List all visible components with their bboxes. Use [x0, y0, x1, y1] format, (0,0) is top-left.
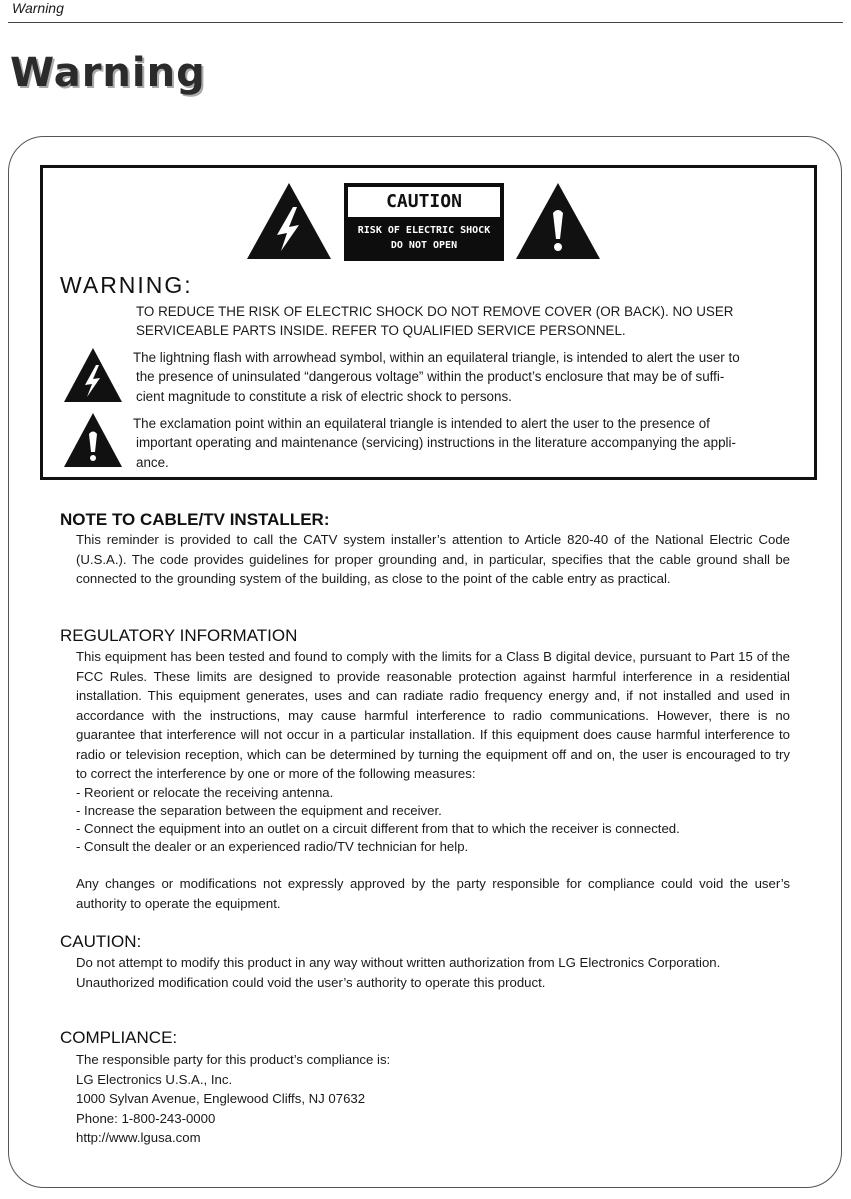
regulatory-measure: - Connect the equipment into an outlet on a circuit different from that to which the receiver is connected. [76, 821, 680, 836]
page-title: Warning [10, 50, 206, 96]
exclamation-description-line: important operating and maintenance (servicing) instructions in the literature accompanying the appli- [136, 435, 736, 450]
caution-text-line: Unauthorized modification could void the user’s authority to operate this product. [76, 975, 546, 990]
caution-label-line2: DO NOT OPEN [390, 240, 458, 251]
compliance-line: The responsible party for this product’s compliance is: [76, 1052, 391, 1067]
regulatory-text: This equipment has been tested and found to comply with the limits for a Class B digital device, pursuant to Part 15 of the FCC Rules. These limits are designed to provide reasonable protection against harmful interference in a residential installation. This equipment generates, uses and can radiate radio frequency energy and, if not installed and used in accordance with the instructions, may cause harmful interference to radio communications. However, there is no guarantee that interference will not occur in a particular installation. If this equipment does cause harmful interference to radio or television reception, which can be determined by turning the equipment off and on, the user is encouraged to try to correct the interference by one or more of the following measures: [76, 649, 790, 781]
compliance-heading: COMPLIANCE: [60, 1028, 178, 1047]
compliance-url: http://www.lgusa.com [76, 1130, 201, 1145]
caution-heading: CAUTION: [60, 932, 142, 951]
lightning-description-line: The lightning flash with arrowhead symbol, within an equilateral triangle, is intended to alert the user to [133, 350, 740, 365]
warning-line: TO REDUCE THE RISK OF ELECTRIC SHOCK DO NOT REMOVE COVER (OR BACK). NO USER [136, 304, 734, 319]
compliance-line: 1000 Sylvan Avenue, Englewood Cliffs, NJ 07632 [76, 1091, 366, 1106]
regulatory-measure: - Increase the separation between the equipment and receiver. [76, 803, 442, 818]
lightning-description-line: cient magnitude to constitute a risk of electric shock to persons. [136, 389, 512, 404]
regulatory-heading: REGULATORY INFORMATION [60, 626, 298, 645]
exclamation-triangle-icon [64, 413, 122, 467]
compliance-line: LG Electronics U.S.A., Inc. [76, 1072, 233, 1087]
caution-label-line1: RISK OF ELECTRIC SHOCK [357, 225, 491, 236]
warning-line: SERVICEABLE PARTS INSIDE. REFER TO QUALIFIED SERVICE PERSONNEL. [136, 323, 626, 338]
caution-text-line: Do not attempt to modify this product in any way without written authorization from LG Electronics Corporation. [76, 955, 721, 970]
lightning-description-line: the presence of uninsulated “dangerous voltage” within the product’s enclosure that may be of suffi- [136, 369, 725, 384]
header-divider [8, 22, 843, 23]
regulatory-changes-text: Any changes or modifications not expressly approved by the party responsible for compliance could void the user’s authority to operate the equipment. [76, 876, 790, 911]
cable-note-text: This reminder is provided to call the CATV system installer’s attention to Article 820-40 of the National Electric Code (U.S.A.). The code provides guidelines for proper grounding and, in particular, specifies that the cable ground shall be connected to the grounding system of the building, as close to the point of the cable entry as practical. [76, 532, 790, 586]
running-header: Warning [12, 0, 64, 16]
cable-note-heading: NOTE TO CABLE/TV INSTALLER: [60, 510, 330, 529]
caution-label-title: CAUTION [348, 187, 500, 217]
caution-label [344, 183, 504, 261]
exclamation-description-line: The exclamation point within an equilateral triangle is intended to alert the user to the presence of [133, 416, 710, 431]
lightning-triangle-icon [64, 348, 122, 402]
compliance-line: Phone: 1-800-243-0000 [76, 1111, 216, 1126]
exclamation-triangle-icon [516, 183, 600, 259]
regulatory-measure: - Consult the dealer or an experienced radio/TV technician for help. [76, 839, 469, 854]
warning-heading: WARNING: [60, 272, 193, 298]
lightning-triangle-icon [247, 183, 331, 259]
regulatory-measure: - Reorient or relocate the receiving antenna. [76, 785, 334, 800]
exclamation-description-line: ance. [136, 455, 169, 470]
